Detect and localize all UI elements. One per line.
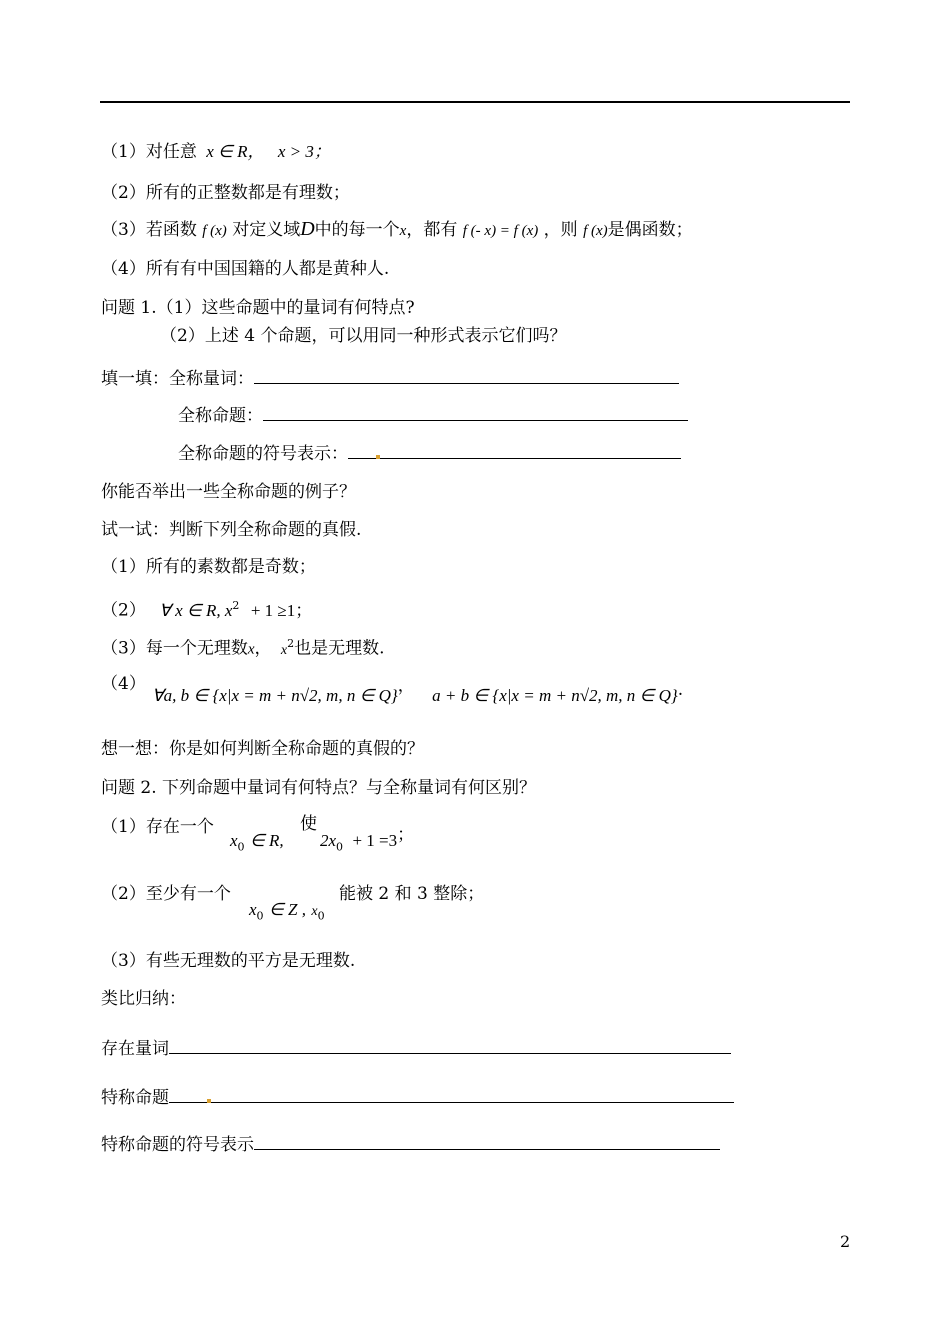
item-a3-mid3: ，都有 <box>406 220 458 240</box>
question-1: 问题 1.（1）这些命题中的量词有何特点? <box>101 298 415 318</box>
try-item-4-sep: ， <box>397 676 415 696</box>
item-a1-tail: x > 3； <box>277 142 331 161</box>
fill-symbol-blank[interactable] <box>348 440 681 459</box>
try-item-4-num: （4） <box>101 674 146 694</box>
exist-item-1-sub: 0 <box>237 840 245 854</box>
try-heading: 试一试：判断下列全称命题的真假. <box>101 520 362 540</box>
think-line: 想一想：你是如何判断全称命题的真假的？ <box>101 739 424 759</box>
fill-quantifier-blank[interactable] <box>254 365 679 384</box>
item-a3-mid1: 对定义域 <box>232 220 301 240</box>
question-2: 问题 2. 下列命题中量词有何特点？与全称量词有何区别？ <box>101 778 537 798</box>
exist-item-1-math <box>230 829 284 859</box>
item-a3-post: 是偶函数； <box>607 220 693 240</box>
fill-quantifier <box>101 365 679 391</box>
try-item-4-math2: a + b ∈ {x|x = m + n√2, m, n ∈ Q} <box>432 686 678 705</box>
exist-item-1-eq <box>320 825 415 859</box>
item-a1 <box>101 140 331 164</box>
exist-item-1-eq-sub: 0 <box>336 840 344 854</box>
fill-proposition-label: 全称命题： <box>178 406 263 426</box>
exist-item-2-x2: x <box>311 904 318 919</box>
try-item-3-post: 也是无理数. <box>294 638 385 659</box>
try-item-3-x2: x <box>280 642 288 658</box>
exist-item-2: （2）至少有一个 <box>101 884 231 904</box>
item-a3-eq: f (- x) = f (x) <box>462 223 539 239</box>
try-item-4 <box>152 676 684 708</box>
summary-special-symbol-label: 特称命题的符号表示 <box>101 1135 254 1155</box>
summary-exist-quantifier-blank[interactable] <box>169 1035 731 1054</box>
accent-dot <box>376 455 380 459</box>
header-rule <box>100 101 850 103</box>
exist-item-1-eq-x: 2x <box>320 831 337 850</box>
analogy-heading: 类比归纳： <box>101 989 186 1009</box>
try-item-3-x: x <box>247 641 255 658</box>
exist-item-2-sub: 0 <box>256 909 264 923</box>
item-a3-f1: f (x) <box>202 223 227 239</box>
exist-item-1-eq-tail: + 1 =3 <box>352 831 398 850</box>
try-item-3-comma: ， <box>254 638 272 659</box>
exist-item-2-xsub: 0 <box>317 909 325 923</box>
exist-item-2-post: 能被 2 和 3 整除； <box>339 884 485 904</box>
fill-symbol <box>178 440 681 466</box>
item-a1-math: x ∈ R， <box>206 142 265 161</box>
try-item-1: （1）所有的素数都是奇数； <box>101 557 316 577</box>
try-item-4-math1: ∀a, b ∈ {x|x = m + n√2, m, n ∈ Q} <box>152 686 398 705</box>
summary-special-blank[interactable] <box>169 1084 734 1103</box>
item-a3-mid4: ，则 <box>543 220 578 240</box>
summary-special-label: 特称命题 <box>101 1088 169 1108</box>
fill-quantifier-label: 填一填：全称量词： <box>101 369 254 389</box>
item-a3 <box>101 217 693 243</box>
fill-proposition-blank[interactable] <box>263 402 688 421</box>
try-item-3 <box>101 632 385 663</box>
try-item-2-num: （2） <box>101 600 146 621</box>
try-item-3-pre: （3）每一个无理数 <box>101 638 248 659</box>
accent-dot-2 <box>207 1099 211 1103</box>
exist-item-1-x: x <box>230 831 238 850</box>
try-item-2-tail: + 1 ≥1； <box>250 600 313 620</box>
summary-special-symbol <box>101 1131 720 1157</box>
summary-exist-quantifier-label: 存在量词 <box>101 1039 169 1059</box>
try-item-2-exp: 2 <box>232 599 240 612</box>
item-a3-pre: （3）若函数 <box>101 220 197 240</box>
question-1-sub2: （2）上述 4 个命题，可以用同一种形式表示它们吗？ <box>160 326 567 346</box>
item-a4: （4）所有有中国国籍的人都是黄种人. <box>101 259 390 279</box>
summary-special <box>101 1084 734 1110</box>
item-a3-f2: f (x) <box>583 223 608 239</box>
try-item-2 <box>101 594 312 623</box>
exist-item-2-in: ∈ Z , <box>268 900 306 919</box>
exist-item-2-x: x <box>249 900 257 919</box>
item-a3-x: x <box>399 223 407 239</box>
page-number: 2 <box>840 1232 851 1251</box>
exist-item-1-in: ∈ R, <box>249 831 284 850</box>
summary-exist-quantifier <box>101 1035 731 1061</box>
exist-item-3: （3）有些无理数的平方是无理数. <box>101 951 356 971</box>
exist-item-1-pre: （1）存在一个 <box>101 817 214 837</box>
fill-proposition <box>178 402 688 428</box>
try-item-4-end: . <box>677 680 684 700</box>
exist-item-1-end: ； <box>397 825 415 845</box>
item-a3-mid2: 中的每一个 <box>314 220 400 240</box>
exist-item-1 <box>101 815 214 839</box>
item-a2: （2）所有的正整数都是有理数； <box>101 183 350 203</box>
summary-special-symbol-blank[interactable] <box>254 1131 720 1150</box>
try-item-3-exp: 2 <box>287 637 295 650</box>
item-a1-label: （1）对任意 <box>101 142 197 162</box>
exist-item-2-math <box>249 898 325 928</box>
fill-symbol-label: 全称命题的符号表示： <box>178 444 348 464</box>
example-question: 你能否举出一些全称命题的例子？ <box>101 482 356 502</box>
item-a3-D: D <box>300 218 315 240</box>
try-item-2-math: ∀ x ∈ R, x <box>159 600 233 620</box>
exist-item-1-shi: 使 <box>300 814 317 834</box>
